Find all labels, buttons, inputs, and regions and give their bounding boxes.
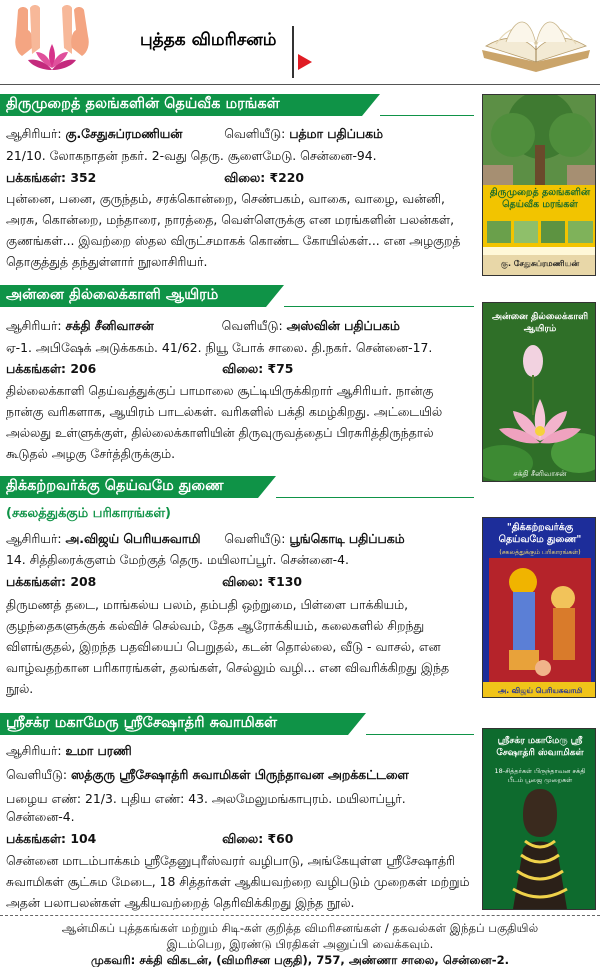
book-title: திக்கற்றவர்க்கு தெய்வமே துணை <box>6 478 224 494</box>
page-count: 208 <box>70 574 97 589</box>
pages-price-line: பக்கங்கள்: 352 விலை: ₹220 <box>6 170 304 185</box>
author-name: அ.விஜய் பெரியசுவாமி <box>65 531 201 546</box>
book-title: ஸ்ரீசக்ர மகாமேரு ஸ்ரீசேஷாத்ரி சுவாமிகள் <box>6 715 278 731</box>
publisher-address: ஏ-1. அபிஷேக் அடுக்ககம். 41/62. நியூ போக் சாலை. தி.நகர். சென்னை-17. <box>6 340 433 355</box>
author-name: உமா பரணி <box>65 743 132 758</box>
page-count: 206 <box>70 361 97 376</box>
header-divider <box>292 26 294 78</box>
page-count: 352 <box>70 170 97 185</box>
tree-cover-image <box>483 95 596 276</box>
cover-subtitle: 18-சித்தர்கள் பிருந்தாவன சக்தி பீடம் பூஜை முறைகள் <box>494 767 586 784</box>
cover-subtitle: (சகலத்துக்கும் பரிகாரங்கள்) <box>499 548 581 556</box>
footer-note-2: இடம்பெற, இரண்டு பிரதிகள் அனுப்பி வைக்கவும். <box>166 937 434 951</box>
cover-title: "திக்கற்றவர்க்கு தெய்வமே துணை" <box>498 522 582 545</box>
footer-divider <box>0 915 600 916</box>
cover-author: சக்தி சீனிவாசன் <box>513 469 567 478</box>
author-publisher-line: ஆசிரியர்: அ.விஜய் பெரியசுவாமி வெளியீடு: பூங்கொடி பதிப்பகம் <box>6 531 405 546</box>
publisher-name: ஸத்குரு ஸ்ரீசேஷாத்ரி சுவாமிகள் பிருந்தாவன அறக்கட்டளை <box>71 767 409 782</box>
author-publisher-line: ஆசிரியர்: கு.சேதுசுப்ரமணியன் வெளியீடு: பத்மா பதிப்பகம் <box>6 126 384 141</box>
book-title-bar <box>0 713 474 735</box>
author-name: சக்தி சீனிவாசன் <box>65 318 154 333</box>
book-title: அன்னை தில்லைக்காளி ஆயிரம் <box>6 287 219 303</box>
book-title-bar <box>0 94 474 116</box>
publisher-address: பழைய எண்: 21/3. புதிய எண்: 43. அலமேலுமங்காபுரம். மயிலாப்பூர். <box>6 791 406 806</box>
pages-price-line: பக்கங்கள்: 104 விலை: ₹60 <box>6 831 294 846</box>
praying-hands-lotus-logo <box>10 4 94 76</box>
book-cover-1 <box>482 94 596 276</box>
pages-price-line: பக்கங்கள்: 208 விலை: ₹130 <box>6 574 302 589</box>
book-review-text: திருமணத் தடை, மாங்கல்ய பலம், தம்பதி ஒற்றுமை, பிள்ளை பாக்கியம், குழந்தைகளுக்குக் கல்விச் செல்வம், தேக ஆரோக்கியம், கலைகளில் சிறந்து விளங்குதல், இறந்த பதவியைப் பெறுதல், கடன் தொல்லை, வீடு - வாசல், என வாழ்வதற்கான பரிகாரங்கள், தலங்கள், செல்லும் வழி... என விவரிக்கிறது இந்த நூல். <box>6 597 450 696</box>
pages-price-line: பக்கங்கள்: 206 விலை: ₹75 <box>6 361 294 376</box>
publisher-name: பூங்கொடி பதிப்பகம் <box>289 531 405 546</box>
author-line: ஆசிரியர்: உமா பரணி <box>6 743 132 758</box>
section-title: புத்தக விமரிசனம் <box>140 30 277 50</box>
publisher-address: 21/10. லோகநாதன் நகர். 2-வது தெரு. சூளைமேடு. சென்னை-94. <box>6 148 377 163</box>
footer-address-label: முகவரி: <box>90 953 136 967</box>
publisher-line: வெளியீடு: ஸத்குரு ஸ்ரீசேஷாத்ரி சுவாமிகள் பிருந்தாவன அறக்கட்டளை <box>6 767 409 782</box>
book-subtitle: (சகலத்துக்கும் பரிகாரங்கள்) <box>6 506 171 521</box>
book-title-bar <box>0 285 474 307</box>
book-review-text: சென்னை மாடம்பாக்கம் ஸ்ரீதேனுபுரீஸ்வரர் வழிபாடு, அங்கேயுள்ள ஸ்ரீசேஷாத்ரி சுவாமிகள் சூட்சும மேடை, 18 சித்தர்கள் ஆகியவற்றை வழிபடும் முறைகள் மற்றும் அதன் பலாபலன்கள் ஆகியவற்றைத் தெரிவிக்கிறது இந்த நூல். <box>6 853 470 910</box>
book-review-text: புன்னை, பனை, குருந்தம், சரக்கொன்றை, செண்பகம், வாகை, வாழை, வன்னி, அரசு, கொன்றை, மந்தாரை, நாரத்தை, வெள்ளெருக்கு என மரங்களின் பலன்கள், குணங்கள்... இவற்றை ஸ்தல விருட்சமாகக் கொண்ட கோயில்கள்... என அழகுறத் தொகுத்துத் தந்துள்ளார் நூலாசிரியர். <box>6 191 461 269</box>
cover-author: கு. சேதுசுப்ரமணியன் <box>500 259 580 268</box>
cover-title: அன்னை தில்லைக்காளி ஆயிரம் <box>491 312 589 334</box>
price: ₹60 <box>267 831 294 846</box>
footer-note: ஆன்மிகப் புத்தகங்கள் மற்றும் சிடி-கள் குறித்த விமரிசனங்கள் / தகவல்கள் இந்தப் பகுதியில் <box>61 921 539 935</box>
cover-author: அ. விஜய் பெரியசுவாமி <box>497 686 583 695</box>
book-cover-2 <box>482 302 596 482</box>
book-title: திருமுறைத் தலங்களின் தெய்வீக மரங்கள் <box>6 96 280 112</box>
footer-address <box>0 953 600 967</box>
open-book-icon <box>476 10 596 80</box>
author-name: கு.சேதுசுப்ரமணியன் <box>65 126 183 141</box>
page-header <box>0 0 600 86</box>
book-title-bar <box>0 476 474 498</box>
publisher-name: அஸ்வின் பதிப்பகம் <box>286 318 400 333</box>
arrow-icon <box>298 54 312 70</box>
cover-title: ஸ்ரீசக்ர மகாமேரு ஸ்ரீ சேஷாத்ரி ஸ்வாமிகள் <box>496 736 584 758</box>
header-rule <box>0 84 600 85</box>
publisher-address: 14. சித்திரைக்குளம் மேற்குத் தெரு. மயிலாப்பூர். சென்னை-4. <box>6 552 349 567</box>
book-review-text: தில்லைக்காளி தெய்வத்துக்குப் பாமாலை சூட்டியிருக்கிறார் ஆசிரியர். நான்கு நான்கு வரிகளாக, ஆயிரம் பாடல்கள். வரிகளில் பக்தி கமழ்கிறது. அட்டையில் அல்லது உள்ளுக்குள், தில்லைக்காளியின் திருவுருவத்தைப் பிரசுரித்திருந்தால் கூடுதல் அழகு சேர்த்திருக்கும். <box>6 383 443 461</box>
publisher-address-city: சென்னை-4. <box>6 809 75 824</box>
publisher-name: பத்மா பதிப்பகம் <box>289 126 384 141</box>
author-publisher-line: ஆசிரியர்: சக்தி சீனிவாசன் வெளியீடு: அஸ்வின் பதிப்பகம் <box>6 318 400 333</box>
price: ₹75 <box>267 361 294 376</box>
price: ₹130 <box>267 574 302 589</box>
price: ₹220 <box>269 170 304 185</box>
book-cover-3 <box>482 517 596 698</box>
footer-address-text: சக்தி விகடன், (விமரிசன பகுதி), 757, அண்ணா சாலை, சென்னை-2. <box>139 953 510 967</box>
cover-title: திருமுறைத் தலங்களின் தெய்வீக மரங்கள் <box>489 187 591 210</box>
book-cover-4 <box>482 728 596 910</box>
page-count: 104 <box>70 831 97 846</box>
